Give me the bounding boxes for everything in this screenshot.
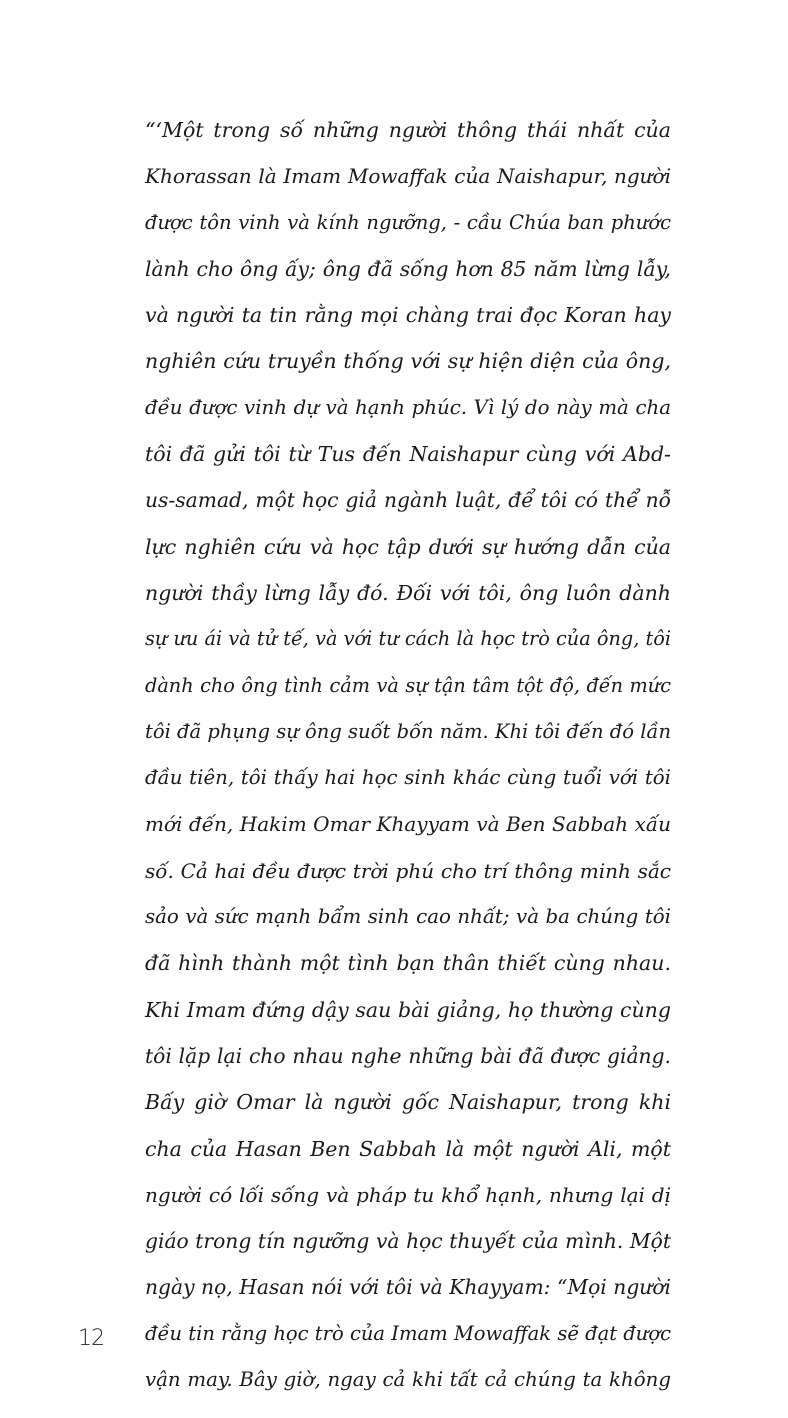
text-line: tôi lặp lại cho nhau nghe những bài đã được giảng. <box>145 1043 671 1068</box>
text-line: cha của Hasan Ben Sabbah là một người Ali, một <box>145 1136 671 1161</box>
text-line: sự ưu ái và tử tế, và với tư cách là học trò của ông, tôi <box>145 627 671 651</box>
text-line: tôi đã phụng sự ông suốt bốn năm. Khi tôi đến đó lần <box>145 719 671 743</box>
text-line: Khorassan là Imam Mowaffak của Naishapur, người <box>145 164 671 189</box>
text-line: sảo và sức mạnh bẩm sinh cao nhất; và ba chúng tôi <box>145 905 671 929</box>
text-line: Bấy giờ Omar là người gốc Naishapur, trong khi <box>145 1090 671 1115</box>
text-line: số. Cả hai đều được trời phú cho trí thông minh sắc <box>145 858 671 883</box>
body-text <box>145 107 671 1403</box>
text-line: us-samad, một học giả ngành luật, để tôi có thể nỗ <box>145 488 671 513</box>
text-line: đều được vinh dự và hạnh phúc. Vì lý do này mà cha <box>145 395 671 419</box>
text-line: đều tin rằng học trò của Imam Mowaffak sẽ đạt được <box>145 1321 671 1345</box>
text-line: mới đến, Hakim Omar Khayyam và Ben Sabbah xấu <box>145 812 671 837</box>
text-line: lành cho ông ấy; ông đã sống hơn 85 năm lừng lẫy, <box>145 256 671 281</box>
text-line: lực nghiên cứu và học tập dưới sự hướng dẫn của <box>145 534 671 559</box>
text-line: nghiên cứu truyền thống với sự hiện diện của ông, <box>145 349 671 374</box>
text-line: được tôn vinh và kính ngưỡng, - cầu Chúa ban phước <box>145 210 671 234</box>
text-line: dành cho ông tình cảm và sự tận tâm tột độ, đến mức <box>145 673 671 697</box>
page-number: 12 <box>78 1326 104 1351</box>
text-line: vận may. Bây giờ, ngay cả khi tất cả chúng ta không <box>145 1368 671 1392</box>
text-line: đã hình thành một tình bạn thân thiết cùng nhau. <box>145 951 671 976</box>
text-line: Khi Imam đứng dậy sau bài giảng, họ thường cùng <box>145 997 671 1022</box>
text-line: tôi đã gửi tôi từ Tus đến Naishapur cùng với Abd- <box>145 442 671 467</box>
text-line: đầu tiên, tôi thấy hai học sinh khác cùng tuổi với tôi <box>145 766 671 790</box>
text-line: giáo trong tín ngưỡng và học thuyết của mình. Một <box>145 1229 671 1254</box>
text-line: ngày nọ, Hasan nói với tôi và Khayyam: “Mọi người <box>145 1275 671 1300</box>
text-line: người có lối sống và pháp tu khổ hạnh, nhưng lại dị <box>145 1182 671 1207</box>
text-line: “‘Một trong số những người thông thái nhất của <box>145 118 671 142</box>
text-line: và người ta tin rằng mọi chàng trai đọc Koran hay <box>145 303 671 328</box>
text-line: người thầy lừng lẫy đó. Đối với tôi, ông luôn dành <box>145 580 671 605</box>
